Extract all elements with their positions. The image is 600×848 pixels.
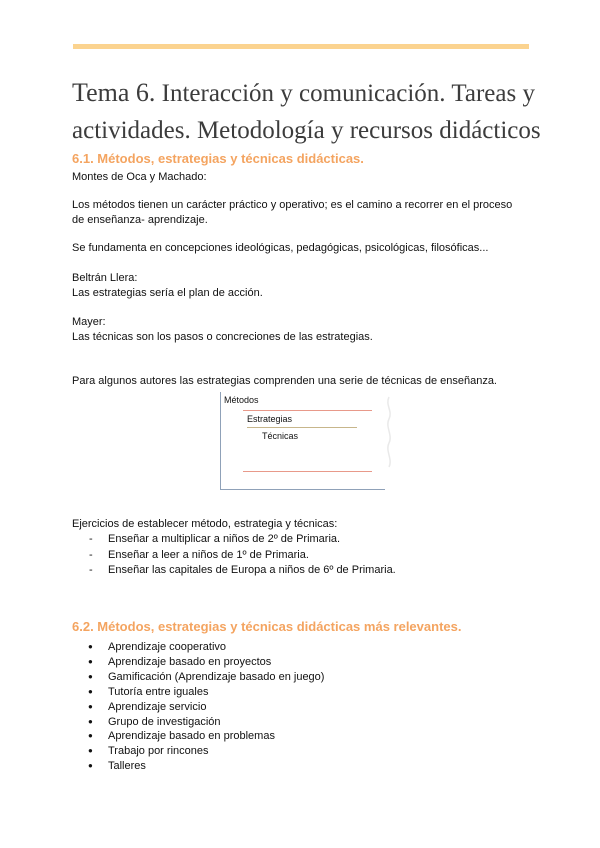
list-item <box>72 700 324 715</box>
diagram-label-metodos: Métodos <box>224 395 259 405</box>
title-number: Tema 6. <box>72 78 156 107</box>
paragraph-estrategias: Las estrategias sería el plan de acción. <box>72 287 263 299</box>
dash-marker: - <box>89 548 93 561</box>
paragraph-algunos-autores: Para algunos autores las estrategias comprenden una serie de técnicas de enseñanza. <box>72 375 497 387</box>
method-text: Tutoría entre iguales <box>108 685 209 698</box>
list-item <box>72 729 324 744</box>
methods-diagram <box>220 392 385 490</box>
method-text: Gamificación (Aprendizaje basado en juego) <box>108 670 325 683</box>
method-text: Grupo de investigación <box>108 715 221 728</box>
diagram-line-bottom <box>243 471 372 472</box>
paragraph-metodos-2: de enseñanza- aprendizaje. <box>72 214 208 226</box>
paragraph-fundamenta: Se fundamenta en concepciones ideológicas, pedagógicas, psicológicas, filosóficas... <box>72 242 489 254</box>
method-text: Aprendizaje servicio <box>108 700 207 713</box>
exercises-list <box>72 532 396 579</box>
exercise-text: Enseñar a multiplicar a niños de 2º de Primaria. <box>108 533 341 545</box>
section-heading-6-1: 6.1. Métodos, estrategias y técnicas didácticas. <box>72 151 364 166</box>
exercise-text: Enseñar las capitales de Europa a niños de 6º de Primaria. <box>108 564 396 576</box>
title-line1: Interacción y comunicación. Tareas y <box>161 80 535 107</box>
authors-montes: Montes de Oca y Machado: <box>72 171 207 183</box>
list-item <box>72 548 396 564</box>
paragraph-tecnicas: Las técnicas son los pasos o concreciones de las estrategias. <box>72 331 373 343</box>
author-beltran: Beltrán Llera: <box>72 272 138 284</box>
list-item <box>72 655 324 670</box>
method-text: Aprendizaje cooperativo <box>108 641 227 653</box>
diagram-label-tecnicas: Técnicas <box>262 431 299 441</box>
list-item <box>72 532 396 548</box>
bullet-marker: ● <box>88 671 93 681</box>
list-item <box>72 744 324 759</box>
method-text: Talleres <box>108 760 146 773</box>
bullet-marker: ● <box>88 701 93 711</box>
exercises-intro: Ejercicios de establecer método, estrategia y técnicas: <box>72 518 338 530</box>
page-title <box>72 74 542 149</box>
diagram-line-metodos <box>243 410 372 411</box>
list-item <box>72 759 324 774</box>
method-text: Trabajo por rincones <box>108 745 209 758</box>
bullet-marker: ● <box>88 686 93 696</box>
dash-marker: - <box>89 533 93 545</box>
list-item <box>72 670 324 685</box>
diagram-line-estrategias <box>247 427 357 428</box>
watermark-graphic <box>383 395 395 475</box>
bullet-marker: ● <box>88 642 93 651</box>
method-text: Aprendizaje basado en problemas <box>108 730 275 743</box>
list-item <box>72 685 324 700</box>
author-mayer: Mayer: <box>72 316 106 328</box>
section-heading-6-2: 6.2. Métodos, estrategias y técnicas didácticas más relevantes. <box>72 619 462 634</box>
list-item <box>72 715 324 730</box>
diagram-label-estrategias: Estrategias <box>247 414 293 424</box>
list-item <box>72 563 396 579</box>
methods-list <box>72 640 324 774</box>
header-rule <box>73 44 529 49</box>
bullet-marker: ● <box>88 731 93 741</box>
bullet-marker: ● <box>88 761 93 771</box>
dash-marker: - <box>89 564 93 576</box>
bullet-marker: ● <box>88 656 93 666</box>
bullet-marker: ● <box>88 716 93 726</box>
title-line2: actividades. Metodología y recursos didácticos <box>72 117 541 144</box>
list-item <box>72 640 324 655</box>
exercise-text: Enseñar a leer a niños de 1º de Primaria. <box>108 548 309 561</box>
paragraph-metodos-1: Los métodos tienen un carácter práctico y operativo; es el camino a recorrer en el proceso <box>72 199 513 211</box>
method-text: Aprendizaje basado en proyectos <box>108 655 272 668</box>
bullet-marker: ● <box>88 746 93 756</box>
